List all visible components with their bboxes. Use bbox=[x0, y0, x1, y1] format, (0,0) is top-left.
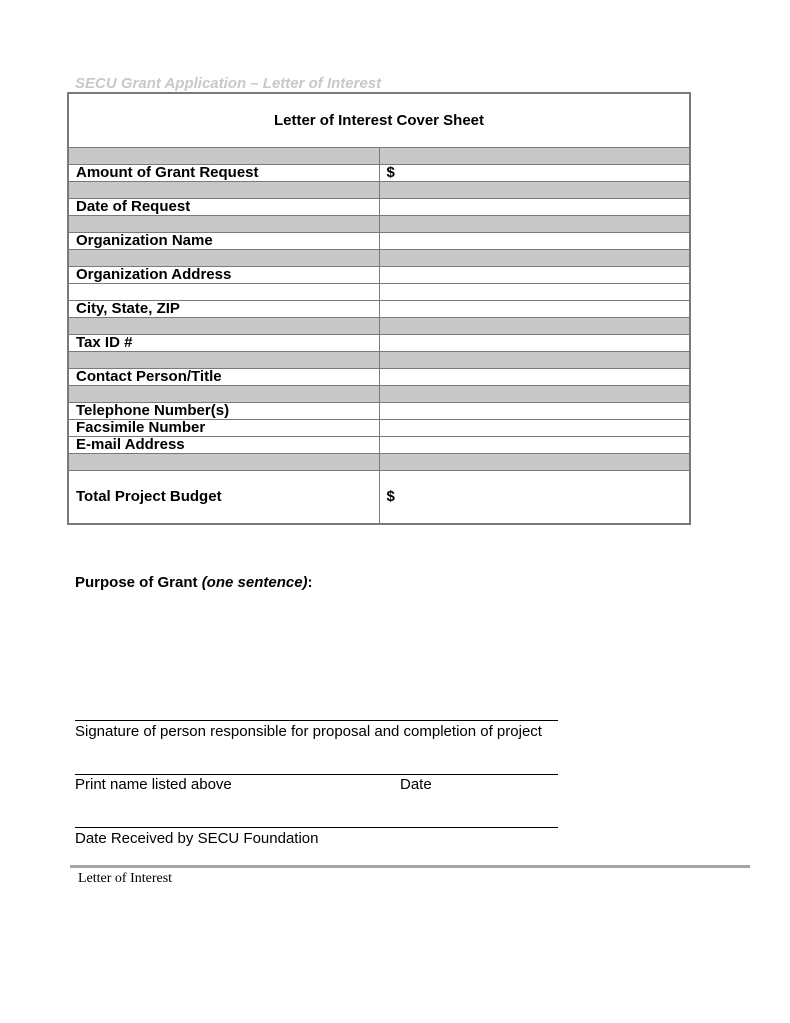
org-address-row-2 bbox=[68, 284, 690, 301]
telephone-value-cell[interactable] bbox=[379, 403, 690, 420]
separator-cell bbox=[379, 318, 690, 335]
fax-row bbox=[68, 420, 690, 437]
city-state-zip-label: City, State, ZIP bbox=[68, 301, 379, 318]
org-address-row bbox=[68, 267, 690, 284]
separator-row bbox=[68, 216, 690, 233]
page-header: SECU Grant Application – Letter of Interest bbox=[75, 75, 382, 92]
date-label: Date bbox=[400, 776, 432, 793]
separator-cell bbox=[379, 148, 690, 165]
purpose-colon: : bbox=[307, 574, 313, 591]
separator-cell bbox=[379, 250, 690, 267]
date-received-line[interactable] bbox=[75, 827, 558, 828]
separator-cell bbox=[68, 454, 379, 471]
separator-cell bbox=[68, 148, 379, 165]
separator-cell bbox=[68, 318, 379, 335]
separator-row bbox=[68, 250, 690, 267]
fax-value-cell[interactable] bbox=[379, 420, 690, 437]
telephone-row bbox=[68, 403, 690, 420]
org-address-value-cell-2[interactable] bbox=[379, 284, 690, 301]
separator-row bbox=[68, 318, 690, 335]
separator-cell bbox=[379, 216, 690, 233]
amount-label: Amount of Grant Request bbox=[68, 165, 379, 182]
separator-cell bbox=[68, 352, 379, 369]
title-row bbox=[68, 93, 690, 148]
tax-id-value-cell[interactable] bbox=[379, 335, 690, 352]
org-address-label: Organization Address bbox=[68, 267, 379, 284]
print-name-label: Print name listed above bbox=[75, 776, 232, 793]
separator-cell bbox=[379, 454, 690, 471]
separator-row bbox=[68, 182, 690, 199]
amount-value-cell[interactable]: $ bbox=[379, 165, 690, 182]
purpose-label: Purpose of Grant bbox=[75, 574, 202, 591]
total-budget-label: Total Project Budget bbox=[68, 471, 379, 525]
amount-row bbox=[68, 165, 690, 182]
cover-sheet-title: Letter of Interest Cover Sheet bbox=[68, 93, 690, 148]
page-footer: Letter of Interest bbox=[78, 871, 173, 886]
tax-id-label: Tax ID # bbox=[68, 335, 379, 352]
cover-sheet-table bbox=[67, 92, 691, 525]
separator-row bbox=[68, 454, 690, 471]
separator-cell bbox=[68, 386, 379, 403]
total-budget-value-cell[interactable]: $ bbox=[379, 471, 690, 525]
email-value-cell[interactable] bbox=[379, 437, 690, 454]
separator-cell bbox=[68, 182, 379, 199]
signature-label: Signature of person responsible for proposal and completion of project bbox=[75, 723, 542, 740]
org-name-value-cell[interactable] bbox=[379, 233, 690, 250]
contact-person-label: Contact Person/Title bbox=[68, 369, 379, 386]
footer-rule bbox=[70, 865, 750, 868]
purpose-note: (one sentence) bbox=[201, 574, 308, 591]
contact-person-value-cell[interactable] bbox=[379, 369, 690, 386]
telephone-label: Telephone Number(s) bbox=[68, 403, 379, 420]
date-row bbox=[68, 199, 690, 216]
signature-line[interactable] bbox=[75, 720, 558, 721]
budget-row bbox=[68, 471, 690, 525]
org-address-value-cell[interactable] bbox=[379, 267, 690, 284]
org-address-blank-cell bbox=[68, 284, 379, 301]
tax-row bbox=[68, 335, 690, 352]
separator-cell bbox=[379, 182, 690, 199]
separator-row bbox=[68, 386, 690, 403]
fax-label: Facsimile Number bbox=[68, 420, 379, 437]
separator-cell bbox=[379, 386, 690, 403]
date-request-label: Date of Request bbox=[68, 199, 379, 216]
purpose-heading bbox=[75, 574, 313, 591]
org-name-row bbox=[68, 233, 690, 250]
separator-cell bbox=[379, 352, 690, 369]
separator-row bbox=[68, 148, 690, 165]
email-row bbox=[68, 437, 690, 454]
contact-row bbox=[68, 369, 690, 386]
date-request-value-cell[interactable] bbox=[379, 199, 690, 216]
separator-cell bbox=[68, 250, 379, 267]
city-row bbox=[68, 301, 690, 318]
separator-cell bbox=[68, 216, 379, 233]
org-name-label: Organization Name bbox=[68, 233, 379, 250]
city-state-zip-value-cell[interactable] bbox=[379, 301, 690, 318]
email-label: E-mail Address bbox=[68, 437, 379, 454]
separator-row bbox=[68, 352, 690, 369]
print-name-line[interactable] bbox=[75, 774, 558, 775]
date-received-label: Date Received by SECU Foundation bbox=[75, 830, 319, 847]
